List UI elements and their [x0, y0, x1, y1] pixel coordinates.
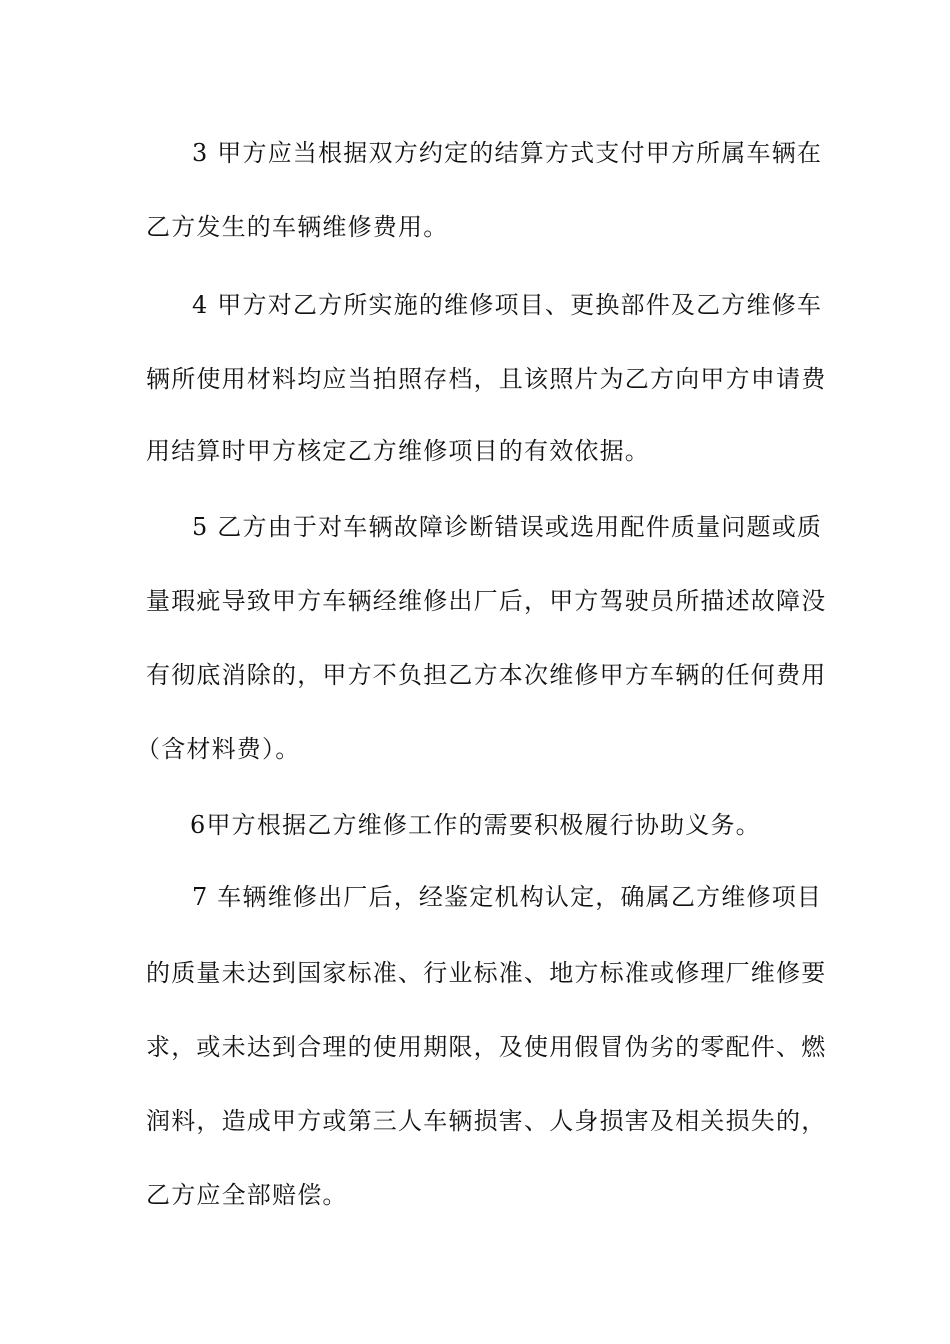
paragraph-5-line-2: 量瑕疵导致甲方车辆经维修出厂后，甲方驾驶员所描述故障没 [146, 587, 827, 615]
paragraph-4-line-3: 用结算时甲方核定乙方维修项目的有效依据。 [146, 437, 650, 465]
paragraph-4-line-2: 辆所使用材料均应当拍照存档，且该照片为乙方向甲方申请费 [146, 365, 827, 393]
paragraph-6-line-1: 6甲方根据乙方维修工作的需要积极履行协助义务。 [190, 811, 761, 839]
paragraph-5-line-4: （含材料费）。 [136, 735, 301, 763]
paragraph-7-line-5: 乙方应全部赔偿。 [146, 1181, 348, 1209]
paragraph-7-line-4: 润料，造成甲方或第三人车辆损害、人身损害及相关损失的， [146, 1107, 827, 1135]
paragraph-7-line-1: 7 车辆维修出厂后，经鉴定机构认定，确属乙方维修项目 [192, 883, 823, 911]
paragraph-5-line-3: 有彻底消除的，甲方不负担乙方本次维修甲方车辆的任何费用 [146, 661, 827, 689]
paragraph-7-line-2: 的质量未达到国家标准、行业标准、地方标准或修理厂维修要 [146, 959, 827, 987]
paragraph-5-line-1: 5 乙方由于对车辆故障诊断错误或选用配件质量问题或质 [192, 513, 823, 541]
paragraph-3-line-2: 乙方发生的车辆维修费用。 [146, 213, 449, 241]
paragraph-3-line-1: 3 甲方应当根据双方约定的结算方式支付甲方所属车辆在 [192, 139, 823, 167]
paragraph-4-line-1: 4 甲方对乙方所实施的维修项目、更换部件及乙方维修车 [192, 291, 823, 319]
paragraph-7-line-3: 求，或未达到合理的使用期限，及使用假冒伪劣的零配件、燃 [146, 1033, 827, 1061]
